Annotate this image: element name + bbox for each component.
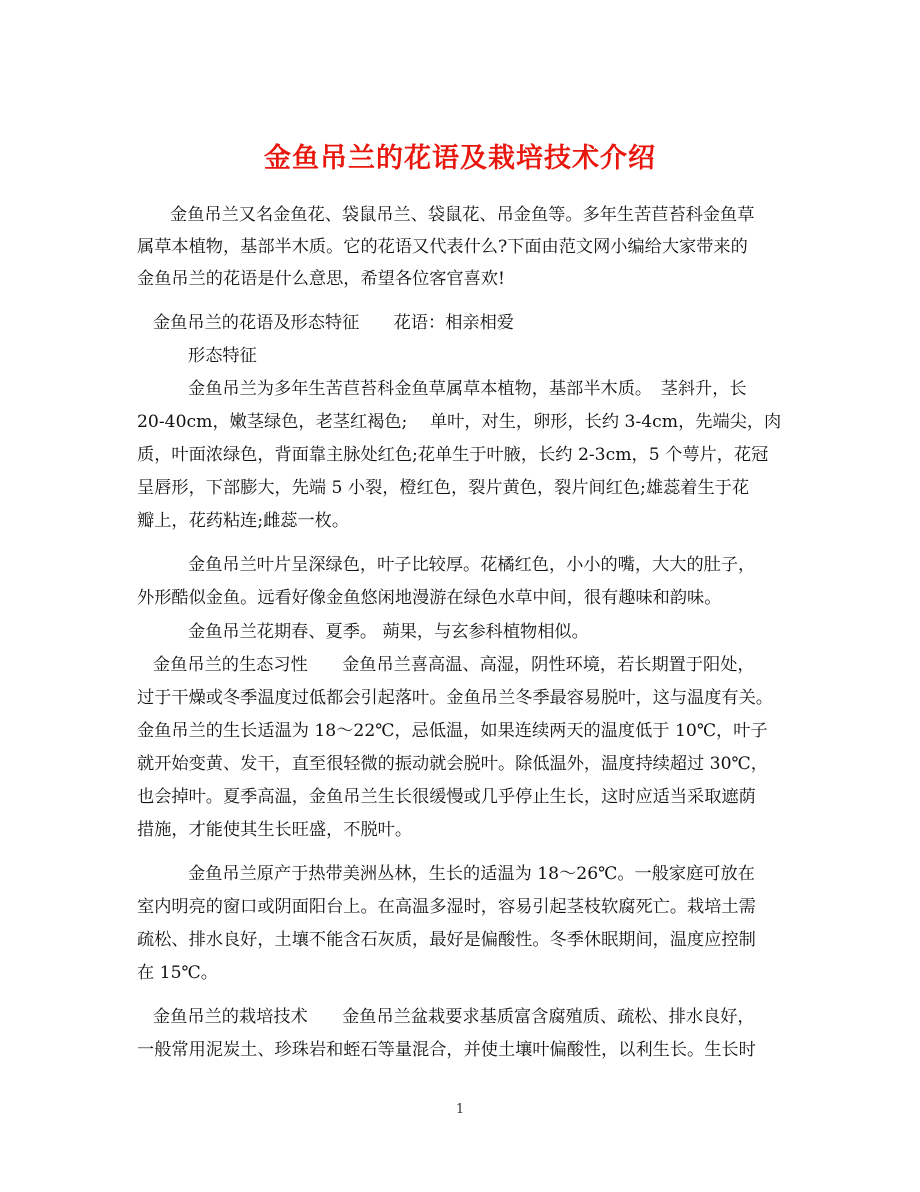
section-heading-line: 金鱼吊兰的生态习性 金鱼吊兰喜高温、高湿，阴性环境，若长期置于阳处， xyxy=(153,655,755,675)
text-line: 金鱼吊兰的花语是什么意思，希望各位客官喜欢! xyxy=(137,269,505,289)
text-line: 金鱼吊兰的生长适温为 18～22℃，忌低温，如果连续两天的温度低于 10℃，叶子 xyxy=(137,721,768,741)
text-line: 金鱼吊兰为多年生苦苣苔科金鱼草属草本植物，基部半木质。 茎斜升，长 xyxy=(188,379,747,399)
text-line: 瓣上，花药粘连;雌蕊一枚。 xyxy=(137,511,350,531)
page-number: 1 xyxy=(455,1102,465,1117)
text-line: 就开始变黄、发干，直至很轻微的振动就会脱叶。除低温外，温度持续超过 30℃， xyxy=(137,754,768,774)
text-line: 质，叶面浓绿色，背面靠主脉处红色;花单生于叶腋，长约 2-3cm，5 个萼片，花冠 xyxy=(137,445,769,465)
text-line: 外形酷似金鱼。远看好像金鱼悠闲地漫游在绿色水草中间，很有趣味和韵味。 xyxy=(137,588,722,608)
section-heading-line: 金鱼吊兰的栽培技术 金鱼吊兰盆栽要求基质富含腐殖质、疏松、排水良好， xyxy=(153,1007,755,1027)
subheading-line: 形态特征 xyxy=(188,346,257,366)
text-line: 20-40cm，嫩茎绿色，老茎红褐色; 单叶，对生，卵形，长约 3-4cm，先端尖，肉 xyxy=(137,412,782,432)
text-line: 金鱼吊兰原产于热带美洲丛林，生长的适温为 18～26℃。一般家庭可放在 xyxy=(188,864,755,884)
text-line: 属草本植物，基部半木质。它的花语又代表什么?下面由范文网小编给大家带来的 xyxy=(137,237,748,257)
text-line: 金鱼吊兰花期春、夏季。 蒴果，与玄参科植物相似。 xyxy=(188,622,589,642)
text-line: 呈唇形，下部膨大，先端 5 小裂，橙红色，裂片黄色，裂片间红色;雄蕊着生于花 xyxy=(137,478,750,498)
text-line: 金鱼吊兰叶片呈深绿色，叶子比较厚。花橘红色，小小的嘴，大大的肚子， xyxy=(188,555,756,575)
section-heading-line: 金鱼吊兰的花语及形态特征 花语：相亲相爱 xyxy=(153,313,514,333)
text-line: 室内明亮的窗口或阴面阳台上。在高温多湿时，容易引起茎枝软腐死亡。栽培土需 xyxy=(137,897,756,917)
text-line: 疏松、排水良好，土壤不能含石灰质，最好是偏酸性。冬季休眠期间，温度应控制 xyxy=(137,930,756,950)
text-line: 一般常用泥炭土、珍珠岩和蛭石等量混合，并使土壤叶偏酸性，以利生长。生长时 xyxy=(137,1040,756,1060)
text-line: 在 15℃。 xyxy=(137,963,218,983)
text-line: 也会掉叶。夏季高温，金鱼吊兰生长很缓慢或几乎停止生长，这时应适当采取遮荫 xyxy=(137,787,756,807)
text-line: 措施，才能使其生长旺盛，不脱叶。 xyxy=(137,820,413,840)
text-line: 金鱼吊兰又名金鱼花、袋鼠吊兰、袋鼠花、吊金鱼等。多年生苦苣苔科金鱼草 xyxy=(170,205,755,225)
document-title: 金鱼吊兰的花语及栽培技术介绍 xyxy=(264,143,656,175)
text-line: 过于干燥或冬季温度过低都会引起落叶。金鱼吊兰冬季最容易脱叶，这与温度有关。 xyxy=(137,688,773,708)
